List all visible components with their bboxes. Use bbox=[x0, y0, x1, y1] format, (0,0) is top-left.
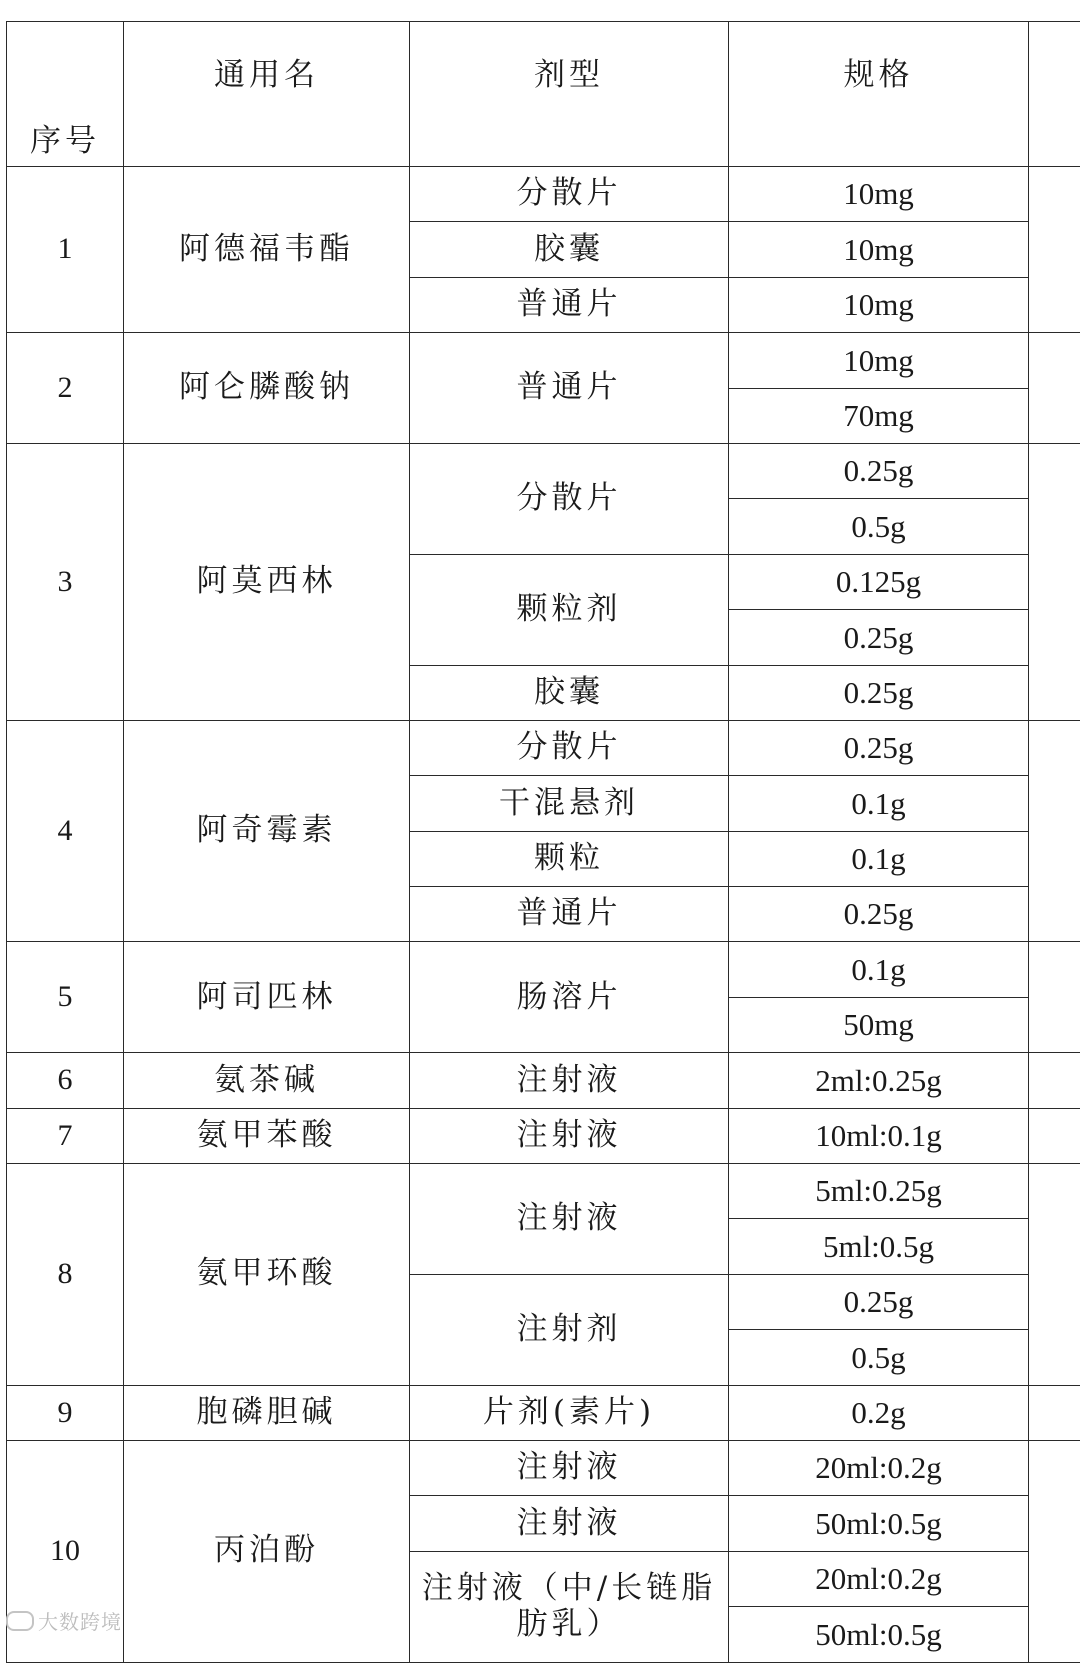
cell-spec: 0.25g bbox=[729, 887, 1029, 942]
table-row bbox=[7, 1053, 1080, 1108]
cell-generic-name: 丙泊酚 bbox=[124, 1440, 410, 1662]
watermark-text: 大数跨境 bbox=[38, 1610, 122, 1634]
cell-generic-name: 阿德福韦酯 bbox=[124, 167, 410, 333]
table-header-row bbox=[7, 22, 1080, 167]
header-seq: 序号 bbox=[7, 22, 124, 167]
cell-spec: 10mg bbox=[729, 222, 1029, 277]
cell-spec: 20ml:0.2g bbox=[729, 1551, 1029, 1606]
cell-dosage-form: 注射液 bbox=[410, 1164, 729, 1275]
cell-dosage-form: 颗粒 bbox=[410, 831, 729, 886]
cell-dosage-form: 分散片 bbox=[410, 720, 729, 775]
cell-seq: 10 bbox=[7, 1440, 124, 1662]
cell-seq: 4 bbox=[7, 720, 124, 942]
cell-dosage-form: 普通片 bbox=[410, 277, 729, 332]
cell-spec: 20ml:0.2g bbox=[729, 1440, 1029, 1495]
cell-spec: 0.2g bbox=[729, 1385, 1029, 1440]
cell-dosage-form: 普通片 bbox=[410, 333, 729, 444]
cell-spec: 50ml:0.5g bbox=[729, 1496, 1029, 1551]
table-row bbox=[7, 167, 1080, 222]
cell-spec: 10ml:0.1g bbox=[729, 1108, 1029, 1163]
cell-extra-column bbox=[1029, 167, 1080, 333]
cell-dosage-form: 注射液 bbox=[410, 1108, 729, 1163]
table-row bbox=[7, 1164, 1080, 1219]
header-form: 剂型 bbox=[410, 22, 729, 167]
watermark-logo-icon bbox=[6, 1611, 34, 1631]
cell-dosage-form: 片剂(素片) bbox=[410, 1385, 729, 1440]
cell-generic-name: 阿司匹林 bbox=[124, 942, 410, 1053]
cell-dosage-form: 普通片 bbox=[410, 887, 729, 942]
cell-generic-name: 阿奇霉素 bbox=[124, 720, 410, 942]
cell-spec: 50mg bbox=[729, 997, 1029, 1052]
table-row bbox=[7, 1440, 1080, 1495]
table-row bbox=[7, 1385, 1080, 1440]
header-spec: 规格 bbox=[729, 22, 1029, 167]
cell-seq: 6 bbox=[7, 1053, 124, 1108]
cell-spec: 10mg bbox=[729, 167, 1029, 222]
cell-dosage-form: 胶囊 bbox=[410, 665, 729, 720]
cell-generic-name: 阿莫西林 bbox=[124, 443, 410, 720]
header-extra-column bbox=[1029, 22, 1080, 167]
cell-spec: 5ml:0.5g bbox=[729, 1219, 1029, 1274]
cell-generic-name: 氨茶碱 bbox=[124, 1053, 410, 1108]
cell-extra-column bbox=[1029, 1053, 1080, 1108]
cell-dosage-form: 注射剂 bbox=[410, 1274, 729, 1385]
cell-spec: 0.5g bbox=[729, 1330, 1029, 1385]
cell-spec: 0.125g bbox=[729, 554, 1029, 609]
cell-dosage-form: 注射液 bbox=[410, 1496, 729, 1551]
header-name: 通用名 bbox=[124, 22, 410, 167]
cell-spec: 0.25g bbox=[729, 610, 1029, 665]
cell-spec: 0.1g bbox=[729, 776, 1029, 831]
cell-spec: 0.1g bbox=[729, 831, 1029, 886]
drug-spec-table bbox=[6, 21, 1080, 1663]
cell-extra-column bbox=[1029, 1108, 1080, 1163]
cell-dosage-form: 分散片 bbox=[410, 167, 729, 222]
table-row bbox=[7, 333, 1080, 388]
cell-generic-name: 胞磷胆碱 bbox=[124, 1385, 410, 1440]
cell-dosage-form: 肠溶片 bbox=[410, 942, 729, 1053]
cell-seq: 3 bbox=[7, 443, 124, 720]
cell-seq: 9 bbox=[7, 1385, 124, 1440]
cell-spec: 70mg bbox=[729, 388, 1029, 443]
watermark bbox=[6, 1606, 122, 1635]
cell-generic-name: 氨甲苯酸 bbox=[124, 1108, 410, 1163]
cell-generic-name: 阿仑膦酸钠 bbox=[124, 333, 410, 444]
cell-spec: 0.25g bbox=[729, 443, 1029, 498]
cell-spec: 2ml:0.25g bbox=[729, 1053, 1029, 1108]
cell-generic-name: 氨甲环酸 bbox=[124, 1164, 410, 1386]
cell-spec: 0.25g bbox=[729, 1274, 1029, 1329]
cell-extra-column bbox=[1029, 1385, 1080, 1440]
cell-seq: 1 bbox=[7, 167, 124, 333]
cell-spec: 50ml:0.5g bbox=[729, 1607, 1029, 1662]
cell-spec: 10mg bbox=[729, 277, 1029, 332]
cell-dosage-form: 注射液（中/长链脂肪乳） bbox=[410, 1551, 729, 1662]
cell-spec: 0.25g bbox=[729, 720, 1029, 775]
cell-extra-column bbox=[1029, 333, 1080, 444]
cell-extra-column bbox=[1029, 720, 1080, 942]
cell-seq: 7 bbox=[7, 1108, 124, 1163]
cell-spec: 0.5g bbox=[729, 499, 1029, 554]
cell-extra-column bbox=[1029, 443, 1080, 720]
cell-dosage-form: 注射液 bbox=[410, 1053, 729, 1108]
cell-seq: 5 bbox=[7, 942, 124, 1053]
table-row bbox=[7, 942, 1080, 997]
table-row bbox=[7, 1108, 1080, 1163]
cell-spec: 5ml:0.25g bbox=[729, 1164, 1029, 1219]
cell-extra-column bbox=[1029, 1164, 1080, 1386]
cell-seq: 8 bbox=[7, 1164, 124, 1386]
cell-dosage-form: 注射液 bbox=[410, 1440, 729, 1495]
cell-spec: 0.1g bbox=[729, 942, 1029, 997]
table-row bbox=[7, 443, 1080, 498]
cell-extra-column bbox=[1029, 1440, 1080, 1662]
cell-dosage-form: 颗粒剂 bbox=[410, 554, 729, 665]
cell-seq: 2 bbox=[7, 333, 124, 444]
table-row bbox=[7, 720, 1080, 775]
cell-dosage-form: 胶囊 bbox=[410, 222, 729, 277]
cell-extra-column bbox=[1029, 942, 1080, 1053]
cell-dosage-form: 分散片 bbox=[410, 443, 729, 554]
cell-spec: 0.25g bbox=[729, 665, 1029, 720]
cell-spec: 10mg bbox=[729, 333, 1029, 388]
table-body bbox=[7, 167, 1080, 1663]
cell-dosage-form: 干混悬剂 bbox=[410, 776, 729, 831]
